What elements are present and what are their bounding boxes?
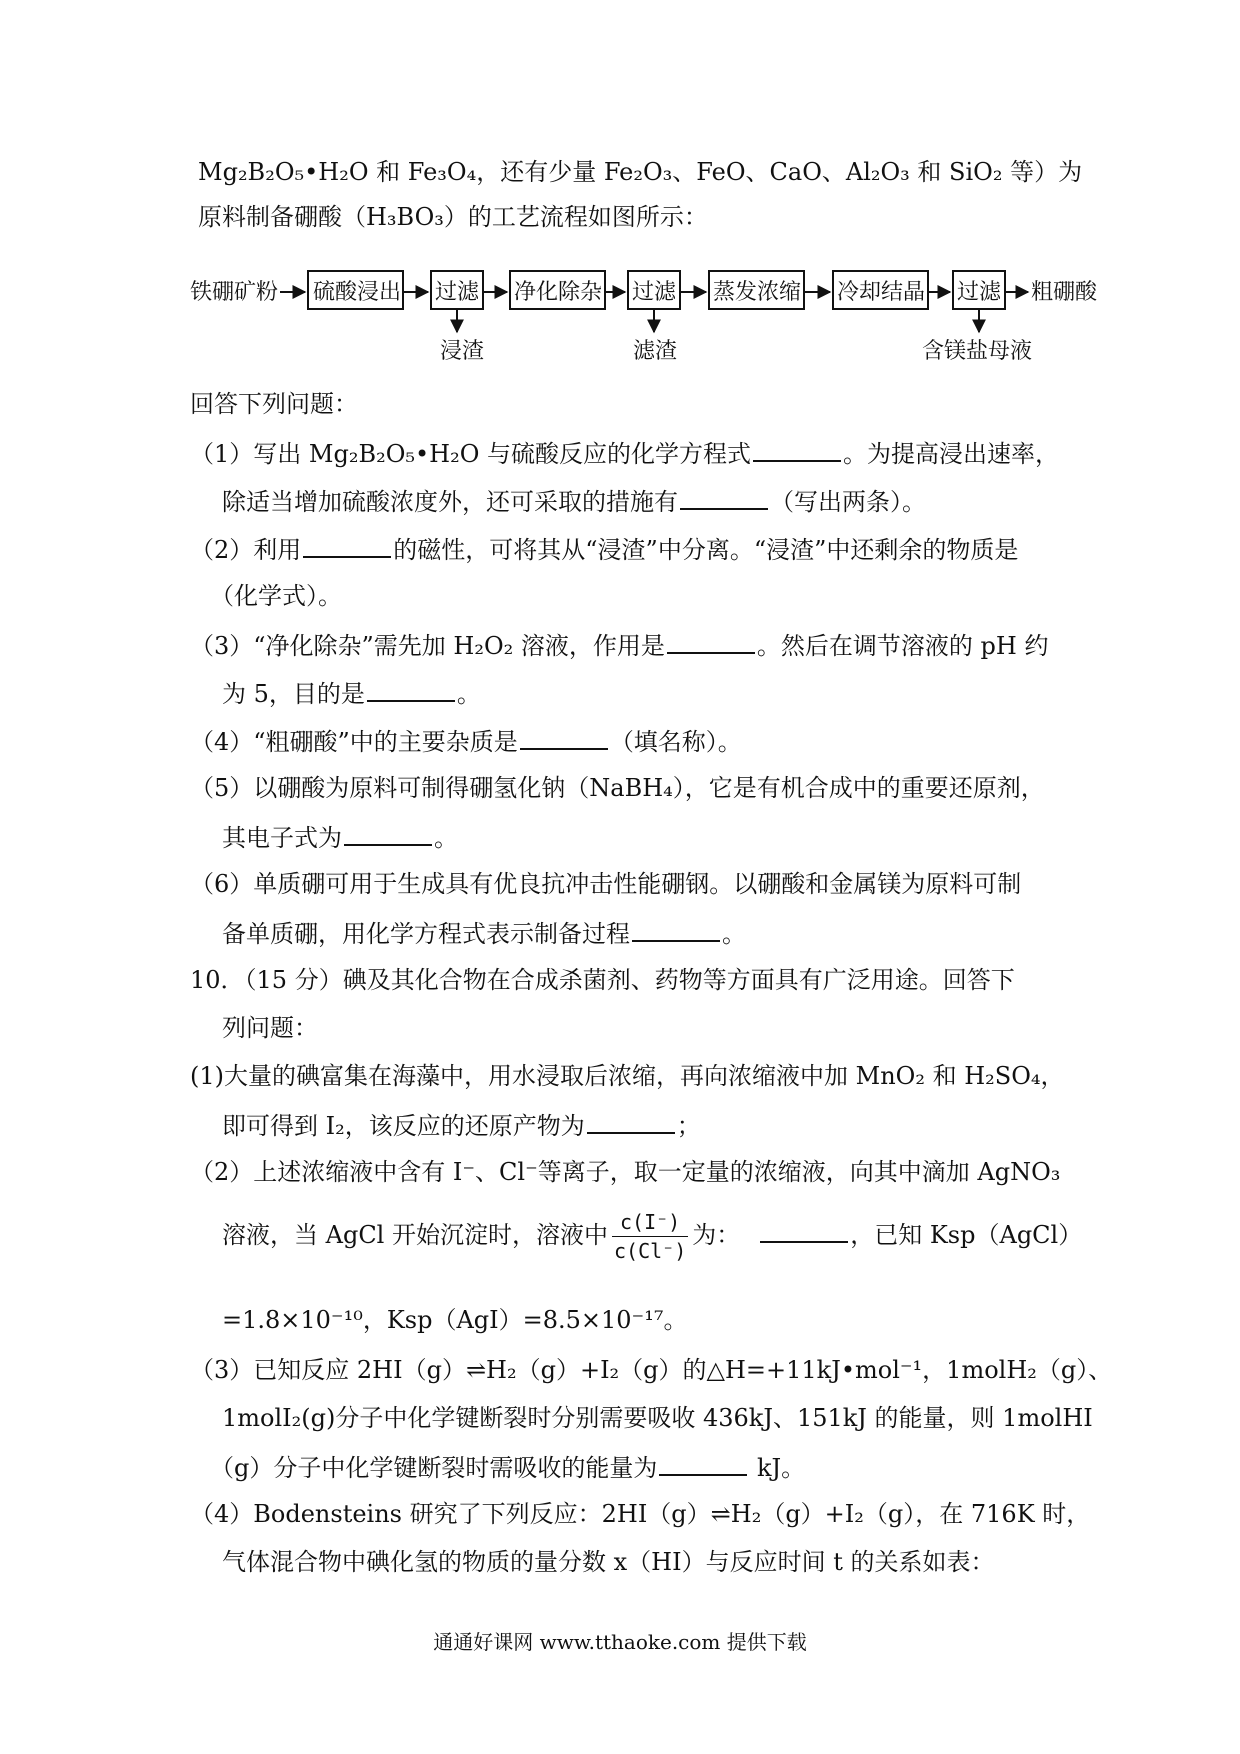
page-footer: 通通好课网 www.tthaoke.com 提供下载 [433, 1630, 807, 1654]
q6-line-1: （6）单质硼可用于生成具有优良抗冲击性能硼钢。以硼酸和金属镁为原料可制 [190, 870, 1022, 898]
q1-line-2 [222, 486, 926, 517]
intro-line-1: Mg₂B₂O₅•H₂O 和 Fe₃O₄，还有少量 Fe₂O₃、FeO、CaO、Al₂O₃ 和 SiO₂ 等）为 [198, 158, 1083, 186]
flow-step-1: 硫酸浸出 [313, 280, 402, 305]
q6-blank [632, 918, 720, 942]
q6-text-b: 。 [722, 920, 746, 948]
p10-q1-line-1: (1)大量的碘富集在海藻中，用水浸取后浓缩，再向浓缩液中加 MnO₂ 和 H₂SO₄， [190, 1062, 1065, 1090]
q1-blank-1 [753, 438, 841, 462]
q3-text-d: 。 [456, 680, 481, 708]
q2-text-a: （2）利用 [190, 536, 302, 564]
q1-text-d: （写出两条）。 [770, 488, 926, 516]
q1-blank-2 [680, 486, 768, 510]
q2-blank-1 [303, 534, 391, 558]
q1-text-c: 除适当增加硫酸浓度外，还可采取的措施有 [222, 488, 678, 516]
q1-text-b: 。为提高浸出速率， [843, 440, 1060, 468]
q1-line-1 [190, 438, 1059, 469]
q3-text-b: 。然后在调节溶液的 pH 约 [756, 632, 1049, 660]
p10-q2-line-2 [222, 1208, 1082, 1265]
q3-blank-1 [667, 630, 755, 654]
p10-q2-text-c: ，已知 Ksp（AgCl） [850, 1221, 1083, 1249]
p10-q3-line-2: 1molI₂(g)分子中化学键断裂时分别需要吸收 436kJ、151kJ 的能量，则 1molHI [222, 1404, 1093, 1432]
flow-start: 铁硼矿粉 [190, 280, 279, 305]
p10-head-line-1: 10．（15 分）碘及其化合物在合成杀菌剂、药物等方面具有广泛用途。回答下 [190, 966, 1015, 994]
p10-q3-text-b: kJ。 [749, 1454, 806, 1482]
p10-q2-line-3: =1.8×10⁻¹⁰，Ksp（AgI）=8.5×10⁻¹⁷。 [222, 1306, 688, 1334]
questions-intro: 回答下列问题： [190, 390, 358, 418]
flow-step-4: 过滤 [632, 280, 677, 305]
q3-text-a: （3）“净化除杂”需先加 H₂O₂ 溶液，作用是 [190, 632, 665, 660]
q2-text-b: 的磁性，可将其从“浸渣”中分离。“浸渣”中还剩余的物质是 [393, 536, 1019, 564]
q2-line-2: （化学式）。 [210, 582, 342, 610]
p10-q4-line-1: （4）Bodensteins 研究了下列反应：2HI（g）⇌H₂（g）+I₂（g），在 716K 时， [190, 1500, 1091, 1528]
p10-q1-blank [587, 1110, 675, 1134]
q6-line-2 [222, 918, 746, 949]
q5-blank [344, 822, 432, 846]
p10-head-line-2: 列问题： [222, 1014, 318, 1042]
p10-q2-blank [760, 1219, 848, 1243]
flow-output-2: 滤渣 [633, 339, 678, 364]
p10-q3-blank [659, 1452, 747, 1476]
flow-output-1: 浸渣 [440, 339, 485, 364]
q6-text-a: 备单质硼，用化学方程式表示制备过程 [222, 920, 630, 948]
q5-text-b: 。 [434, 824, 458, 852]
q5-line-2 [222, 822, 458, 853]
flow-step-5: 蒸发浓缩 [713, 280, 802, 305]
flow-step-2: 过滤 [435, 280, 480, 305]
flow-output-3: 含镁盐母液 [922, 339, 1033, 364]
p10-q2-text-b: 为： [692, 1221, 741, 1249]
q5-line-1: （5）以硼酸为原料可制得硼氢化钠（NaBH₄），它是有机合成中的重要还原剂， [190, 774, 1045, 802]
q3-line-1 [190, 630, 1048, 661]
p10-q4-line-2: 气体混合物中碘化氢的物质的量分数 x（HI）与反应时间 t 的关系如表： [222, 1548, 995, 1576]
p10-q3-text-a: （g）分子中化学键断裂时需吸收的能量为 [210, 1454, 658, 1482]
fraction-denominator: c(Cl⁻) [614, 1239, 687, 1263]
flow-step-6: 冷却结晶 [837, 280, 926, 305]
fraction-numerator: c(I⁻) [612, 1208, 688, 1237]
q4-text-a: （4）“粗硼酸”中的主要杂质是 [190, 728, 518, 756]
p10-q1-text-a: 即可得到 I₂，该反应的还原产物为 [222, 1112, 585, 1140]
process-flowchart [0, 0, 1240, 380]
q4-line [190, 726, 742, 757]
flow-step-7: 过滤 [957, 280, 1002, 305]
p10-q1-line-2 [222, 1110, 701, 1141]
q4-blank [520, 726, 608, 750]
q1-text-a: （1）写出 Mg₂B₂O₅•H₂O 与硫酸反应的化学方程式 [190, 440, 752, 468]
p10-q3-line-3 [210, 1452, 805, 1483]
q5-text-a: 其电子式为 [222, 824, 342, 852]
p10-q1-text-b: ； [676, 1112, 701, 1140]
flow-end: 粗硼酸 [1031, 280, 1098, 305]
q2-line-1 [190, 534, 1018, 565]
flow-step-3: 净化除杂 [514, 280, 603, 305]
intro-line-2: 原料制备硼酸（H₃BO₃）的工艺流程如图所示： [198, 203, 708, 231]
q3-text-c: 为 5，目的是 [222, 680, 365, 708]
q4-text-b: （填名称）。 [609, 728, 742, 756]
q3-line-2 [222, 678, 481, 709]
p10-q3-line-1: （3）已知反应 2HI（g）⇌H₂（g）+I₂（g）的△H=+11kJ•mol⁻¹，1molH₂（g）、 [190, 1356, 1113, 1384]
concentration-ratio-fraction [612, 1208, 688, 1265]
p10-q2-text-a: 溶液，当 AgCl 开始沉淀时，溶液中 [222, 1221, 608, 1249]
p10-q2-line-1: （2）上述浓缩液中含有 I⁻、Cl⁻等离子，取一定量的浓缩液，向其中滴加 AgNO₃ [190, 1158, 1061, 1186]
q3-blank-2 [367, 678, 455, 702]
